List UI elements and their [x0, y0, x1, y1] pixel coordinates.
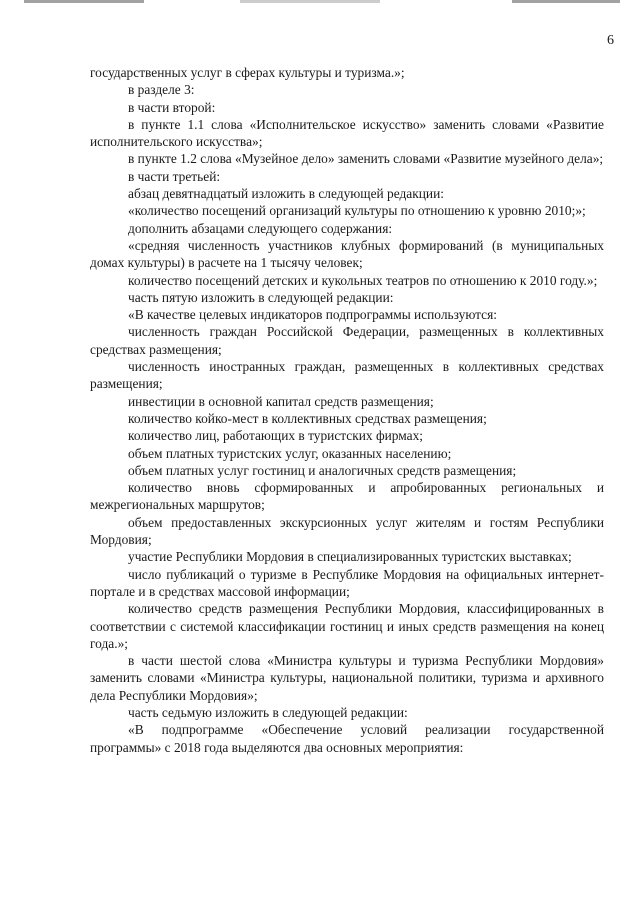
paragraph: участие Республики Мордовия в специализированных туристских выставках; — [128, 549, 572, 565]
paragraph: объем платных услуг гостиниц и аналогичных средств размещения; — [128, 462, 517, 478]
paragraph: количество посещений детских и кукольных театров по отношению к 2010 году.»; — [128, 272, 598, 288]
paragraph: в пункте 1.2 слова «Музейное дело» заменить словами «Развитие музейного дела»; — [128, 151, 604, 167]
paragraph: численность иностранных граждан, размещенных в коллективных средствах размещения; — [90, 359, 604, 392]
paragraph: «количество посещений организаций культуры по отношению к уровню 2010;»; — [128, 203, 586, 219]
paragraph: объем предоставленных экскурсионных услуг жителям и гостям Республики Мордовия; — [90, 514, 604, 548]
paragraph: дополнить абзацами следующего содержания: — [128, 220, 393, 236]
paragraph: государственных услуг в сферах культуры и туризма.»; — [90, 65, 405, 80]
paragraph: в разделе 3: — [128, 82, 195, 98]
paragraph: инвестиции в основной капитал средств размещения; — [128, 393, 434, 409]
paragraph: «средняя численность участников клубных формирований (в муниципальных домах культуры) в расчете на 1 тысячу человек; — [90, 237, 604, 271]
paragraph: абзац девятнадцатый изложить в следующей редакции: — [128, 186, 444, 202]
paragraph: количество средств размещения Республики Мордовия, классифицированных в соответствии с системой классификации гостиниц и иных средств размещения на конец года.»; — [90, 601, 604, 651]
paragraph: часть пятую изложить в следующей редакции: — [128, 289, 394, 305]
paragraph: «В подпрограмме «Обеспечение условий реализации государственной программы» с 2018 года выделяются два основных мероприятия: — [90, 722, 604, 755]
paragraph: в части второй: — [128, 99, 216, 115]
paragraph: в части шестой слова «Министра культуры и туризма Республики Мордовия» заменить словами «Министра культуры, национальной политики, туризма и архивного дела Республики Мордовия»; — [90, 653, 604, 703]
paragraph: объем платных туристских услуг, оказанных населению; — [128, 445, 452, 461]
paragraph: численность граждан Российской Федерации, размещенных в коллективных средствах размещения; — [90, 324, 604, 357]
paragraph: в части третьей: — [128, 168, 221, 184]
scan-edge-mark-left — [24, 0, 144, 3]
page-number: 6 — [607, 33, 614, 48]
paragraph: число публикаций о туризме в Республике Мордовия на официальных интернет-портале и в средствах массовой информации; — [90, 566, 604, 599]
paragraph: «В качестве целевых индикаторов подпрограммы используются: — [128, 307, 497, 323]
paragraph: количество вновь сформированных и апробированных региональных и межрегиональных маршрутов; — [90, 480, 604, 513]
paragraph: в пункте 1.1 слова «Исполнительское искусство» заменить словами «Развитие исполнительского искусства»; — [90, 116, 604, 150]
scan-edge-mark-center — [240, 0, 380, 3]
scan-edge-mark-right — [512, 0, 620, 3]
paragraph: количество койко-мест в коллективных средствах размещения; — [128, 410, 487, 426]
document-body — [90, 64, 604, 756]
paragraph: часть седьмую изложить в следующей редакции: — [128, 704, 408, 720]
paragraph: количество лиц, работающих в туристских фирмах; — [128, 428, 424, 444]
